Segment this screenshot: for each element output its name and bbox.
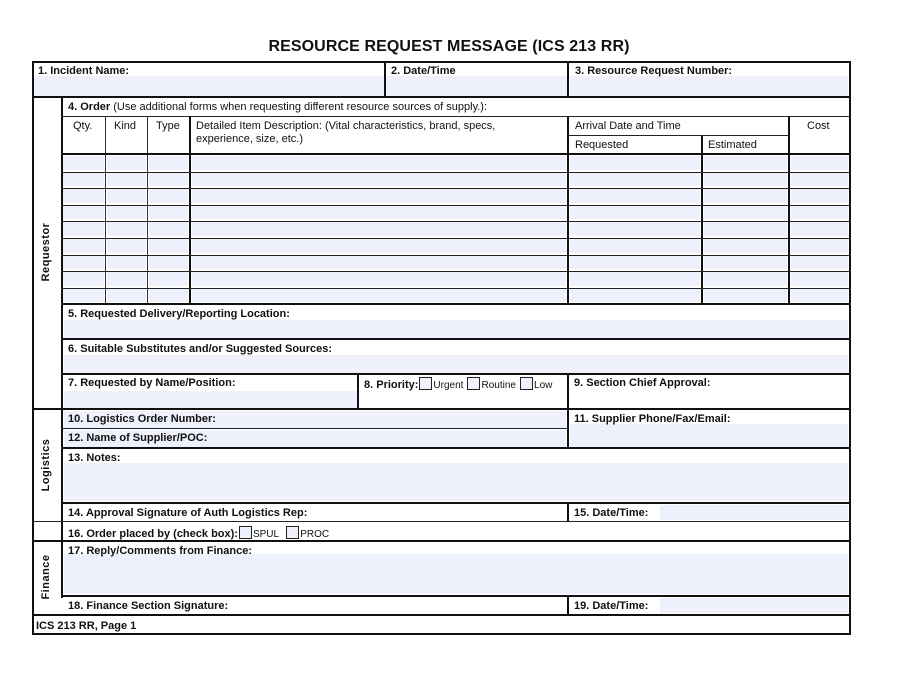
order-cell-estimated[interactable] xyxy=(704,272,787,286)
order-cell-qty[interactable] xyxy=(63,173,104,187)
order-proc-checkbox[interactable] xyxy=(286,526,299,539)
order-cell-type[interactable] xyxy=(149,256,188,270)
order-cell-estimated[interactable] xyxy=(704,222,787,236)
order-cell-estimated[interactable] xyxy=(704,156,787,170)
priority-routine-checkbox[interactable] xyxy=(467,377,480,390)
supplier-contact-field[interactable] xyxy=(570,424,848,448)
order-cell-qty[interactable] xyxy=(63,189,104,203)
col-estimated-header: Estimated xyxy=(708,139,757,151)
order-cell-kind[interactable] xyxy=(107,206,146,220)
col-cost-header: Cost xyxy=(807,120,830,132)
order-cell-type[interactable] xyxy=(149,222,188,236)
order-cell-requested[interactable] xyxy=(570,256,700,270)
order-cell-estimated[interactable] xyxy=(704,256,787,270)
form-footer: ICS 213 RR, Page 1 xyxy=(36,620,137,632)
order-label: 4. Order (Use additional forms when requesting different resource sources of supply.): xyxy=(68,101,488,113)
order-cell-qty[interactable] xyxy=(63,156,104,170)
incident-name-label: 1. Incident Name: xyxy=(38,65,130,77)
delivery-location-label: 5. Requested Delivery/Reporting Location: xyxy=(68,308,290,320)
order-cell-cost[interactable] xyxy=(791,206,848,220)
supplier-contact-label: 11. Supplier Phone/Fax/Email: xyxy=(574,413,731,425)
supplier-name-label: 12. Name of Supplier/POC: xyxy=(68,432,208,444)
order-cell-cost[interactable] xyxy=(791,256,848,270)
row-divider xyxy=(61,255,850,256)
incident-name-field[interactable] xyxy=(34,76,384,96)
order-cell-cost[interactable] xyxy=(791,289,848,303)
finance-comments-label: 17. Reply/Comments from Finance: xyxy=(68,545,252,557)
order-cell-cost[interactable] xyxy=(791,156,848,170)
row-divider xyxy=(61,271,850,272)
order-cell-kind[interactable] xyxy=(107,272,146,286)
col-description-header-1: Detailed Item Description: (Vital characteristics, brand, specs, xyxy=(196,120,496,132)
order-cell-type[interactable] xyxy=(149,189,188,203)
order-cell-cost[interactable] xyxy=(791,189,848,203)
notes-field[interactable] xyxy=(64,463,848,501)
notes-label: 13. Notes: xyxy=(68,452,121,464)
order-cell-description[interactable] xyxy=(192,206,566,220)
section-label-requestor: Requestor xyxy=(40,222,52,282)
order-cell-type[interactable] xyxy=(149,156,188,170)
order-cell-type[interactable] xyxy=(149,239,188,253)
order-cell-cost[interactable] xyxy=(791,222,848,236)
order-cell-description[interactable] xyxy=(192,222,566,236)
date-time-field[interactable] xyxy=(386,76,567,96)
order-cell-qty[interactable] xyxy=(63,206,104,220)
order-cell-estimated[interactable] xyxy=(704,189,787,203)
finance-date-time-label: 19. Date/Time: xyxy=(574,600,649,612)
substitutes-label: 6. Suitable Substitutes and/or Suggested Sources: xyxy=(68,343,333,355)
order-cell-qty[interactable] xyxy=(63,256,104,270)
section-label-logistics: Logistics xyxy=(40,438,52,492)
date-time-label: 2. Date/Time xyxy=(391,65,456,77)
order-cell-kind[interactable] xyxy=(107,222,146,236)
order-cell-description[interactable] xyxy=(192,239,566,253)
order-cell-type[interactable] xyxy=(149,206,188,220)
order-cell-cost[interactable] xyxy=(791,239,848,253)
form-title: RESOURCE REQUEST MESSAGE (ICS 213 RR) xyxy=(268,38,630,55)
col-kind-header: Kind xyxy=(114,120,137,132)
order-cell-requested[interactable] xyxy=(570,156,700,170)
order-cell-cost[interactable] xyxy=(791,173,848,187)
row-divider xyxy=(61,288,850,289)
order-cell-description[interactable] xyxy=(192,272,566,286)
col-qty-header: Qty. xyxy=(73,120,93,132)
requested-by-label: 7. Requested by Name/Position: xyxy=(68,377,236,389)
order-cell-kind[interactable] xyxy=(107,189,146,203)
order-spul-checkbox[interactable] xyxy=(239,526,252,539)
order-cell-requested[interactable] xyxy=(570,239,700,253)
order-cell-estimated[interactable] xyxy=(704,289,787,303)
order-cell-requested[interactable] xyxy=(570,206,700,220)
section-label-finance: Finance xyxy=(40,554,52,600)
row-divider xyxy=(61,188,850,189)
priority-low-checkbox[interactable] xyxy=(520,377,533,390)
order-cell-kind[interactable] xyxy=(107,156,146,170)
logistics-order-number-label: 10. Logistics Order Number: xyxy=(68,413,216,425)
col-description-header-2: experience, size, etc.) xyxy=(196,133,303,145)
priority-label: 8. Priority: Urgent Routine Low xyxy=(364,379,553,391)
order-placed-by-label: 16. Order placed by (check box): SPUL PROC xyxy=(68,528,330,540)
order-cell-description[interactable] xyxy=(192,256,566,270)
order-cell-estimated[interactable] xyxy=(704,173,787,187)
order-cell-kind[interactable] xyxy=(107,173,146,187)
order-cell-requested[interactable] xyxy=(570,222,700,236)
order-cell-cost[interactable] xyxy=(791,272,848,286)
row-divider xyxy=(61,238,850,239)
order-cell-estimated[interactable] xyxy=(704,206,787,220)
col-arrival-header: Arrival Date and Time xyxy=(575,120,681,132)
row-divider xyxy=(61,221,850,222)
resource-request-number-label: 3. Resource Request Number: xyxy=(575,65,733,77)
order-cell-description[interactable] xyxy=(192,156,566,170)
order-cell-qty[interactable] xyxy=(63,222,104,236)
row-divider xyxy=(61,205,850,206)
order-cell-description[interactable] xyxy=(192,289,566,303)
approval-signature-label: 14. Approval Signature of Auth Logistics Rep: xyxy=(68,507,308,519)
order-cell-requested[interactable] xyxy=(570,289,700,303)
logistics-date-time-label: 15. Date/Time: xyxy=(574,507,649,519)
order-cell-type[interactable] xyxy=(149,173,188,187)
finance-comments-field[interactable] xyxy=(64,554,848,594)
order-cell-description[interactable] xyxy=(192,189,566,203)
resource-request-number-field[interactable] xyxy=(570,76,848,96)
order-cell-type[interactable] xyxy=(149,289,188,303)
substitutes-field[interactable] xyxy=(64,355,848,373)
finance-signature-label: 18. Finance Section Signature: xyxy=(68,600,229,612)
order-cell-kind[interactable] xyxy=(107,239,146,253)
delivery-location-field[interactable] xyxy=(64,320,848,339)
priority-urgent-checkbox[interactable] xyxy=(419,377,432,390)
logistics-date-time-field[interactable] xyxy=(660,505,848,520)
order-cell-estimated[interactable] xyxy=(704,239,787,253)
order-cell-requested[interactable] xyxy=(570,173,700,187)
order-cell-requested[interactable] xyxy=(570,189,700,203)
col-requested-header: Requested xyxy=(575,139,629,151)
finance-date-time-field[interactable] xyxy=(660,598,848,613)
order-cell-qty[interactable] xyxy=(63,272,104,286)
order-cell-requested[interactable] xyxy=(570,272,700,286)
col-type-header: Type xyxy=(156,120,180,132)
order-cell-kind[interactable] xyxy=(107,256,146,270)
section-chief-approval-label: 9. Section Chief Approval: xyxy=(574,377,711,389)
requested-by-field[interactable] xyxy=(64,391,357,408)
order-cell-qty[interactable] xyxy=(63,289,104,303)
order-cell-qty[interactable] xyxy=(63,239,104,253)
order-cell-description[interactable] xyxy=(192,173,566,187)
order-cell-kind[interactable] xyxy=(107,289,146,303)
row-divider xyxy=(61,172,850,173)
order-cell-type[interactable] xyxy=(149,272,188,286)
